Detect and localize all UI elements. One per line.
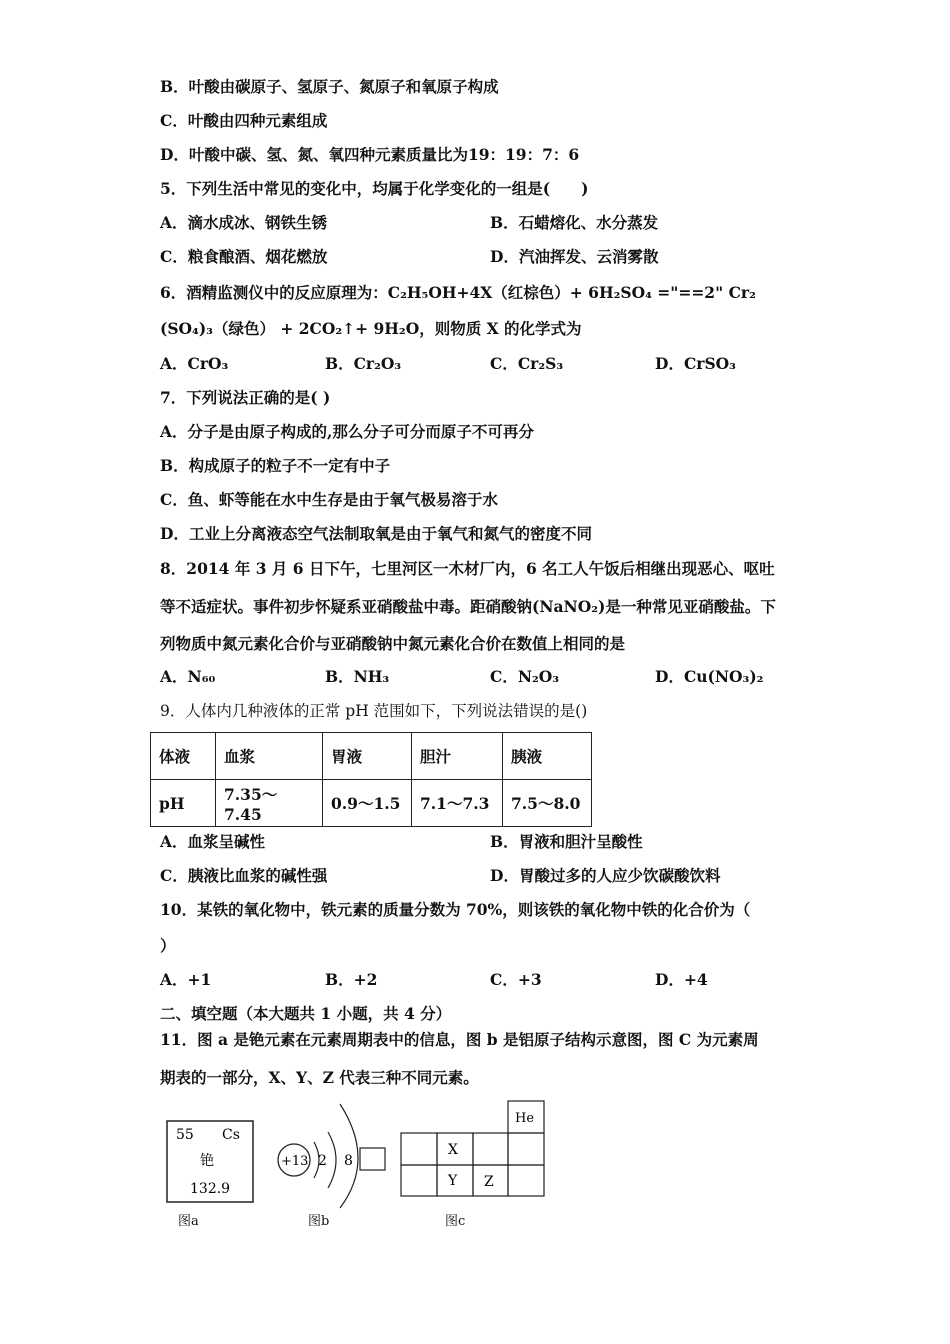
atomic-number: 55: [176, 1127, 194, 1143]
section-2-heading: 二、填空题（本大题共 1 小题，共 4 分）: [160, 1004, 452, 1023]
q8-option-d: D．Cu(NO₃)₂: [655, 667, 764, 686]
figure-c-periodic-table: [400, 1100, 548, 1200]
q5-option-c: C．粮食酿酒、烟花燃放: [160, 247, 328, 266]
ph-table-cell: 7.35～7.45: [216, 780, 323, 827]
q10-stem-line2: ）: [160, 936, 176, 955]
q4-option-b: B．叶酸由碳原子、氢原子、氮原子和氧原子构成: [160, 77, 499, 96]
q11-stem-line1: 11．图 a 是铯元素在元素周期表中的信息，图 b 是铝原子结构示意图，图 C 为元素周: [160, 1030, 759, 1049]
q5-option-b: B．石蜡熔化、水分蒸发: [490, 213, 659, 232]
q11-stem-line2: 期表的一部分，X、Y、Z 代表三种不同元素。: [160, 1068, 479, 1087]
q8-stem-line3: 列物质中氮元素化合价与亚硝酸钠中氮元素化合价在数值上相同的是: [160, 634, 626, 653]
ph-table-header-row: [151, 733, 592, 780]
shell-1-electrons: 2: [318, 1153, 327, 1169]
element-z-label: Z: [484, 1174, 494, 1190]
electron-shell-2: [328, 1132, 336, 1188]
ph-table-row: [151, 780, 592, 827]
q6-option-d: D．CrSO₃: [655, 354, 736, 373]
ph-table-header: 胆汁: [412, 733, 503, 780]
outer-shell-blank-box: [360, 1148, 385, 1170]
ph-table-cell: 7.5～8.0: [503, 780, 592, 827]
ph-table-cell: 0.9～1.5: [323, 780, 412, 827]
ph-table-cell: 7.1～7.3: [412, 780, 503, 827]
q9-option-b: B．胃液和胆汁呈酸性: [490, 832, 643, 851]
q8-option-c: C．N₂O₃: [490, 667, 560, 686]
shell-2-electrons: 8: [344, 1153, 353, 1169]
q7-option-d: D．工业上分离液态空气法制取氧是由于氧气和氮气的密度不同: [160, 524, 592, 543]
q6-option-a: A．CrO₃: [160, 354, 229, 373]
q10-option-d: D．+4: [655, 970, 708, 989]
q7-stem: 7．下列说法正确的是( ): [160, 388, 331, 407]
q5-stem: 5．下列生活中常见的变化中，均属于化学变化的一组是( ): [160, 179, 589, 198]
q10-option-c: C．+3: [490, 970, 542, 989]
figure-b-caption: 图b: [308, 1214, 330, 1229]
nucleus-charge: +13: [281, 1154, 309, 1169]
figure-b-atom-diagram: [272, 1098, 392, 1210]
q10-option-b: B．+2: [325, 970, 378, 989]
q7-option-c: C．鱼、虾等能在水中生存是由于氧气极易溶于水: [160, 490, 498, 509]
q7-option-b: B．构成原子的粒子不一定有中子: [160, 456, 391, 475]
ph-table-header: 血浆: [216, 733, 323, 780]
element-name: 铯: [200, 1153, 214, 1169]
q9-stem: 9．人体内几种液体的正常 pH 范围如下，下列说法错误的是(): [160, 702, 588, 720]
ph-table-header: 体液: [151, 733, 216, 780]
q5-option-a: A．滴水成冰、钢铁生锈: [160, 213, 328, 232]
ph-table: [150, 732, 592, 827]
atomic-mass: 132.9: [190, 1181, 231, 1197]
q9-option-d: D．胃酸过多的人应少饮碳酸饮料: [490, 866, 721, 885]
q8-option-b: B．NH₃: [325, 667, 390, 686]
q10-option-a: A．+1: [160, 970, 212, 989]
ph-table-header: 胰液: [503, 733, 592, 780]
figure-c-caption: 图c: [445, 1214, 466, 1229]
q6-option-c: C．Cr₂S₃: [490, 354, 564, 373]
figure-a-caption: 图a: [178, 1214, 199, 1229]
q6-option-b: B．Cr₂O₃: [325, 354, 402, 373]
q9-option-a: A．血浆呈碱性: [160, 832, 266, 851]
figure-a-cesium-cell: [166, 1120, 256, 1206]
q9-option-c: C．胰液比血浆的碱性强: [160, 866, 328, 885]
q8-stem-line2: 等不适症状。事件初步怀疑系亚硝酸盐中毒。距硝酸钠(NaNO₂)是一种常见亚硝酸盐。下: [160, 597, 776, 616]
element-y-label: Y: [448, 1173, 458, 1189]
q6-stem-line2: (SO₄)₃（绿色） + 2CO₂↑+ 9H₂O，则物质 X 的化学式为: [160, 319, 582, 338]
element-x-label: X: [448, 1142, 458, 1158]
q7-option-a: A．分子是由原子构成的,那么分子可分而原子不可再分: [160, 422, 534, 441]
q6-stem-line1: 6．酒精监测仪中的反应原理为：C₂H₅OH+4X（红棕色）+ 6H₂SO₄ ="==2" Cr₂: [160, 283, 756, 302]
q8-option-a: A．N₆₀: [160, 667, 216, 686]
he-label: He: [515, 1111, 535, 1126]
q5-option-d: D．汽油挥发、云消雾散: [490, 247, 659, 266]
element-symbol: Cs: [222, 1127, 240, 1143]
ph-table-cell: pH: [151, 780, 216, 827]
q10-stem-line1: 10．某铁的氧化物中，铁元素的质量分数为 70%，则该铁的氧化物中铁的化合价为（: [160, 900, 751, 919]
q8-stem-line1: 8．2014 年 3 月 6 日下午，七里河区一木材厂内，6 名工人午饭后相继出现恶心、呕吐: [160, 559, 775, 578]
q4-option-c: C．叶酸由四种元素组成: [160, 111, 328, 130]
ph-table-header: 胃液: [323, 733, 412, 780]
q4-option-d: D．叶酸中碳、氢、氮、氧四种元素质量比为19：19：7：6: [160, 145, 580, 164]
table-grid: [401, 1133, 544, 1196]
